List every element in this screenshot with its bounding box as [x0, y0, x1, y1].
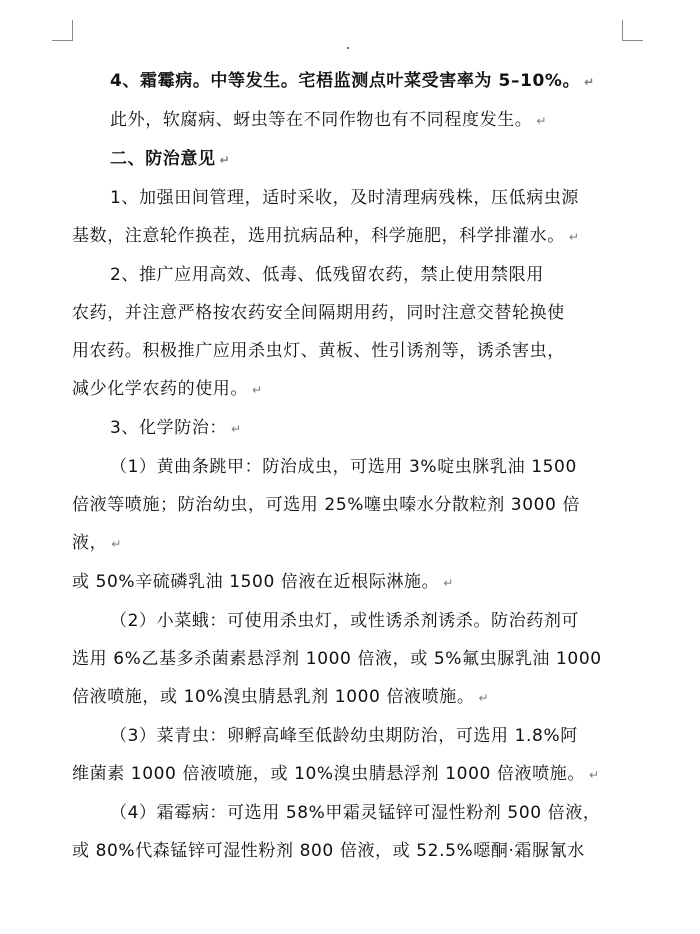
- text-line: （1）黄曲条跳甲：防治成虫，可选用 3%啶虫脒乳油 1500: [110, 457, 577, 477]
- document-page: [72, 62, 628, 870]
- page-corner-top-right: [622, 20, 643, 41]
- text-line: 倍液等喷施；防治幼虫，可选用 25%噻虫嗪水分散粒剂 3000 倍: [72, 495, 581, 515]
- section-heading: 二、防治意见 ↵: [110, 149, 230, 169]
- text-line: （4）霜霉病：可选用 58%甲霜灵锰锌可湿性粉剂 500 倍液，: [110, 803, 601, 823]
- text-line: 或 50%辛硫磷乳油 1500 倍液在近根际淋施。 ↵: [72, 572, 454, 592]
- text-line: 选用 6%乙基多杀菌素悬浮剂 1000 倍液，或 5%氟虫脲乳油 1000: [72, 649, 602, 669]
- text-line: 或 80%代森锰锌可湿性粉剂 800 倍液，或 52.5%噁酮·霜脲氰水: [72, 841, 585, 861]
- page-corner-top-left: [52, 20, 73, 41]
- header-mark: [347, 47, 349, 49]
- text-line: （2）小菜蛾：可使用杀虫灯，或性诱杀剂诱杀。防治药剂可: [110, 611, 580, 631]
- text-line: 2、推广应用高效、低毒、低残留农药，禁止使用禁限用: [110, 265, 544, 285]
- text-line: 此外，软腐病、蚜虫等在不同作物也有不同程度发生。 ↵: [110, 110, 547, 130]
- text-line: 基数，注意轮作换茬，选用抗病品种，科学施肥，科学排灌水。 ↵: [72, 226, 579, 246]
- text-line: 4、霜霉病。中等发生。宅梧监测点叶菜受害率为 5–10%。 ↵: [110, 71, 595, 91]
- text-line: 3、化学防治： ↵: [110, 418, 242, 438]
- text-line: 减少化学农药的使用。 ↵: [72, 379, 263, 399]
- text-line: 倍液喷施，或 10%溴虫腈悬乳剂 1000 倍液喷施。 ↵: [72, 687, 489, 707]
- text-line: （3）菜青虫：卵孵高峰至低龄幼虫期防治，可选用 1.8%阿: [110, 726, 578, 746]
- text-line: 用农药。积极推广应用杀虫灯、黄板、性引诱剂等，诱杀害虫，: [72, 341, 565, 361]
- text-line: 1、加强田间管理，适时采收，及时清理病残株，压低病虫源: [110, 188, 580, 208]
- text-line: 农药，并注意严格按农药安全间隔期用药，同时注意交替轮换使: [72, 303, 565, 323]
- text-line: 液， ↵: [72, 533, 122, 553]
- text-line: 维菌素 1000 倍液喷施，或 10%溴虫腈悬浮剂 1000 倍液喷施。 ↵: [72, 764, 599, 784]
